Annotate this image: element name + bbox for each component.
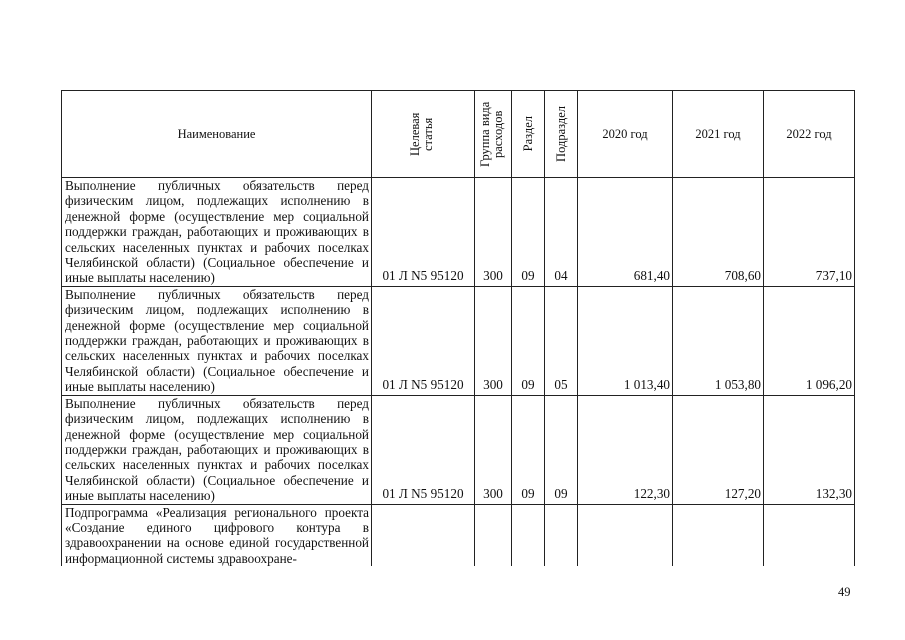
- budget-sheet: [61, 90, 855, 566]
- row-value-2020: 1 013,40: [578, 286, 673, 395]
- row-name: Выполнение публичных обязательств перед физическим лицом, подлежащих исполнению в денежной форме (осуществление мер социальной поддержки граждан, работающих и проживающих в сельских населенных пунктах и рабочих поселках Челябинской области) (Социальное обеспечение и иные выплаты населению): [62, 395, 372, 504]
- row-target-article: 01 Л N5 95120: [372, 395, 475, 504]
- row-name: Выполнение публичных обязательств перед физическим лицом, подлежащих исполнению в денежной форме (осуществление мер социальной поддержки граждан, работающих и проживающих в сельских населенных пунктах и рабочих поселках Челябинской области) (Социальное обеспечение и иные выплаты населению): [62, 178, 372, 287]
- row-subsection: 09: [545, 395, 578, 504]
- header-name: Наименование: [62, 91, 372, 178]
- row-target-article: [372, 504, 475, 566]
- row-value-2020: 122,30: [578, 395, 673, 504]
- row-expense-group: 300: [475, 286, 512, 395]
- budget-table: [61, 90, 855, 566]
- row-subsection: [545, 504, 578, 566]
- row-target-article: 01 Л N5 95120: [372, 178, 475, 287]
- row-target-article: 01 Л N5 95120: [372, 286, 475, 395]
- table-row: [62, 286, 855, 395]
- row-subsection: 05: [545, 286, 578, 395]
- table-row: [62, 395, 855, 504]
- row-expense-group: 300: [475, 178, 512, 287]
- page-number: 49: [838, 585, 851, 599]
- row-section: 09: [512, 286, 545, 395]
- header-target-article: Целевая статья: [372, 91, 475, 178]
- header-row: [62, 91, 855, 178]
- row-expense-group: [475, 504, 512, 566]
- row-section: [512, 504, 545, 566]
- row-value-2022: 737,10: [764, 178, 855, 287]
- row-value-2020: 681,40: [578, 178, 673, 287]
- row-value-2022: 1 096,20: [764, 286, 855, 395]
- row-section: 09: [512, 395, 545, 504]
- row-value-2021: [673, 504, 764, 566]
- row-name: Подпрограмма «Реализация регионального проекта «Создание единого цифрового контура в здравоохранении на основе единой государственной информационной системы здравоохране-: [62, 504, 372, 566]
- header-year-2021: 2021 год: [673, 91, 764, 178]
- header-year-2022: 2022 год: [764, 91, 855, 178]
- row-name: Выполнение публичных обязательств перед физическим лицом, подлежащих исполнению в денежной форме (осуществление мер социальной поддержки граждан, работающих и проживающих в сельских населенных пунктах и рабочих поселках Челябинской области) (Социальное обеспечение и иные выплаты населению): [62, 286, 372, 395]
- table-row: [62, 178, 855, 287]
- row-value-2022: 132,30: [764, 395, 855, 504]
- header-expense-group: Группа вида расходов: [475, 91, 512, 178]
- header-section: Раздел: [512, 91, 545, 178]
- header-subsection: Подраздел: [545, 91, 578, 178]
- row-value-2020: [578, 504, 673, 566]
- row-value-2022: [764, 504, 855, 566]
- row-subsection: 04: [545, 178, 578, 287]
- table-row: [62, 504, 855, 566]
- row-value-2021: 708,60: [673, 178, 764, 287]
- row-value-2021: 1 053,80: [673, 286, 764, 395]
- header-year-2020: 2020 год: [578, 91, 673, 178]
- row-section: 09: [512, 178, 545, 287]
- row-expense-group: 300: [475, 395, 512, 504]
- row-value-2021: 127,20: [673, 395, 764, 504]
